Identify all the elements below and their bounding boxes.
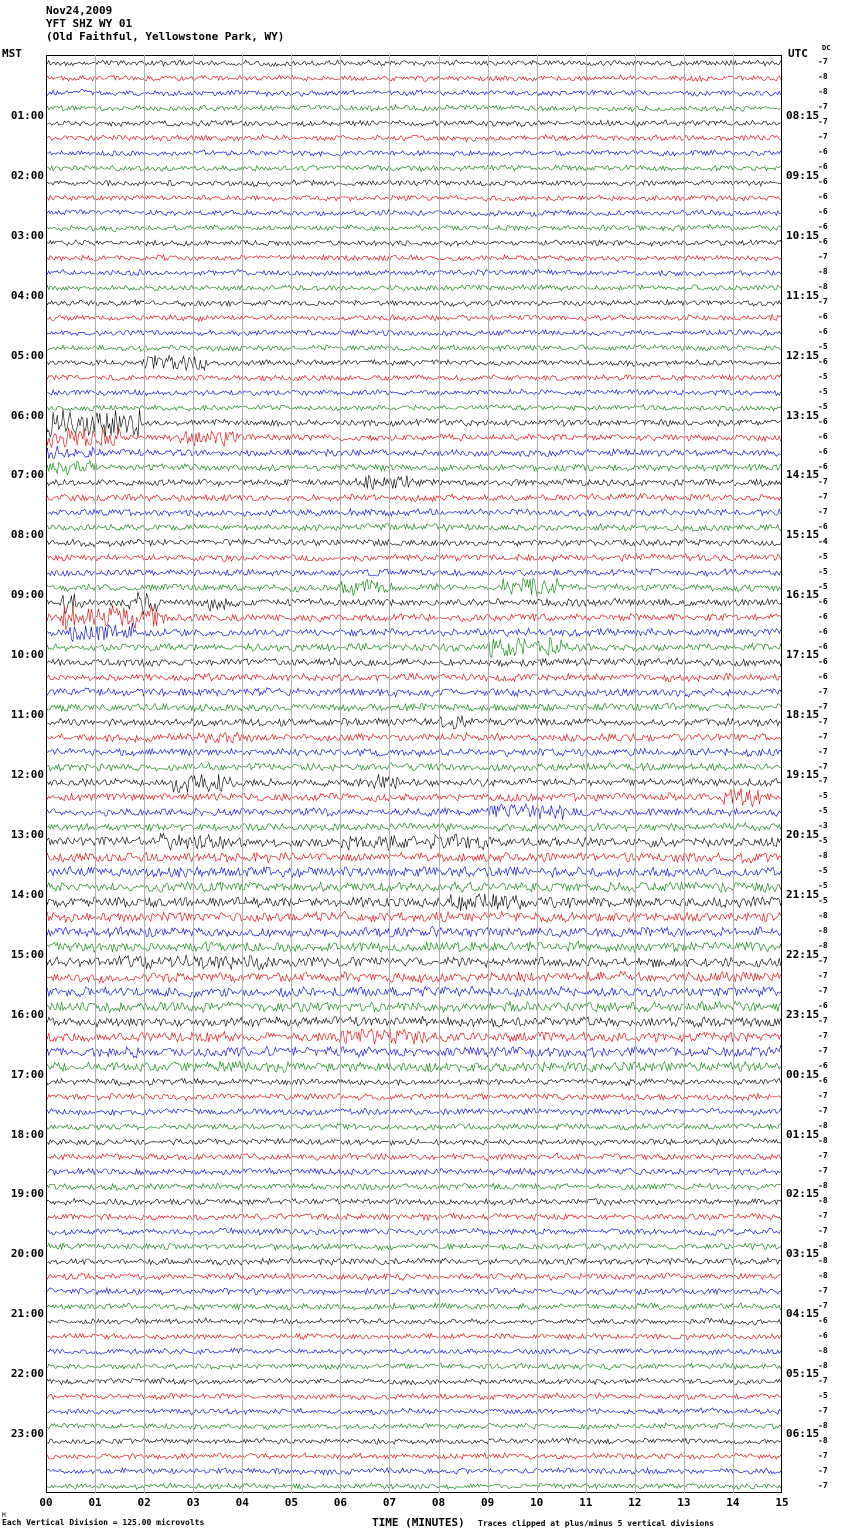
dc-value-7: -6 <box>818 162 828 172</box>
dc-value-40: -6 <box>818 656 828 666</box>
x-tick-14: 14 <box>726 1496 740 1509</box>
dc-value-3: -7 <box>818 102 828 112</box>
x-tick-10: 10 <box>530 1496 544 1509</box>
utc-hour-label-08:15: 08:15 <box>786 108 820 122</box>
utc-hour-label-09:15: 09:15 <box>786 168 820 182</box>
x-tick-05: 05 <box>284 1496 298 1509</box>
dc-value-22: -5 <box>818 387 828 397</box>
mst-hour-label-08:00: 08:00 <box>10 528 44 542</box>
x-tick-06: 06 <box>333 1496 348 1509</box>
dc-value-70: -7 <box>818 1106 828 1116</box>
header-block <box>46 4 284 43</box>
x-tick-08: 08 <box>431 1496 446 1509</box>
mst-hour-label-02:00: 02:00 <box>10 168 44 182</box>
gridline-minute-1 <box>95 55 96 1493</box>
plot-frame <box>46 55 782 1493</box>
dc-value-65: -7 <box>818 1031 828 1041</box>
utc-hour-label-00:15: 00:15 <box>786 1067 820 1081</box>
dc-value-41: -6 <box>818 671 828 681</box>
dc-value-80: -8 <box>818 1255 828 1265</box>
dc-value-59: -8 <box>818 941 828 951</box>
dc-value-5: -7 <box>818 132 828 142</box>
dc-value-64: -7 <box>818 1016 828 1026</box>
utc-hour-label-18:15: 18:15 <box>786 708 820 722</box>
dc-value-37: -6 <box>818 611 828 621</box>
dc-value-58: -8 <box>818 926 828 936</box>
mst-hour-label-15:00: 15:00 <box>10 947 44 961</box>
dc-value-25: -6 <box>818 431 828 441</box>
mst-hour-label-10:00: 10:00 <box>10 648 44 662</box>
dc-value-55: -5 <box>818 881 828 891</box>
dc-value-11: -6 <box>818 222 828 232</box>
dc-value-31: -6 <box>818 521 828 531</box>
dc-value-2: -8 <box>818 87 828 97</box>
dc-value-88: -7 <box>818 1375 828 1385</box>
x-tick-07: 07 <box>382 1496 397 1509</box>
dc-value-35: -5 <box>818 581 828 591</box>
dc-value-68: -6 <box>818 1076 828 1086</box>
utc-hour-label-15:15: 15:15 <box>786 528 820 542</box>
dc-value-79: -8 <box>818 1240 828 1250</box>
dc-value-38: -6 <box>818 626 828 636</box>
footer-scale-note: Each Vertical Division = 125.00 microvolts <box>2 1518 205 1527</box>
dc-value-32: -4 <box>818 536 828 546</box>
mst-hour-label-09:00: 09:00 <box>10 588 44 602</box>
gridline-minute-13 <box>684 55 685 1493</box>
mst-hour-label-01:00: 01:00 <box>10 108 44 122</box>
mst-hour-label-03:00: 03:00 <box>10 228 44 242</box>
dc-value-9: -6 <box>818 192 828 202</box>
dc-value-78: -7 <box>818 1225 828 1235</box>
dc-value-50: -5 <box>818 806 828 816</box>
dc-value-30: -7 <box>818 506 828 516</box>
dc-value-8: -6 <box>818 177 828 187</box>
utc-hour-label-16:15: 16:15 <box>786 588 820 602</box>
dc-value-45: -7 <box>818 731 828 741</box>
dc-value-90: -7 <box>818 1405 828 1415</box>
x-tick-02: 02 <box>137 1496 151 1509</box>
x-tick-03: 03 <box>186 1496 200 1509</box>
gridline-minute-10 <box>537 55 538 1493</box>
gridline-minute-8 <box>439 55 440 1493</box>
gridline-minute-6 <box>340 55 341 1493</box>
footer-clip-note: Traces clipped at plus/minus 5 vertical divisions <box>478 1519 715 1528</box>
gridline-minute-14 <box>733 55 734 1493</box>
dc-value-89: -5 <box>818 1390 828 1400</box>
dc-value-91: -8 <box>818 1420 828 1430</box>
dc-value-12: -6 <box>818 237 828 247</box>
x-axis-ticks <box>39 1496 789 1510</box>
dc-value-6: -6 <box>818 147 828 157</box>
utc-hour-label-21:15: 21:15 <box>786 887 820 901</box>
utc-hour-label-10:15: 10:15 <box>786 228 820 242</box>
dc-value-23: -5 <box>818 402 828 411</box>
dc-value-16: -7 <box>818 297 828 307</box>
dc-value-34: -5 <box>818 566 828 576</box>
utc-hour-label-02:15: 02:15 <box>786 1187 820 1201</box>
dc-value-39: -6 <box>818 641 828 651</box>
utc-hour-label-04:15: 04:15 <box>786 1307 820 1321</box>
header-station: YFT SHZ WY 01 <box>46 17 133 30</box>
dc-value-42: -7 <box>818 686 828 696</box>
utc-hour-label-12:15: 12:15 <box>786 348 820 362</box>
utc-hour-label-23:15: 23:15 <box>786 1007 820 1021</box>
dc-value-21: -5 <box>818 372 828 382</box>
gridline-minute-3 <box>193 55 194 1493</box>
dc-value-67: -6 <box>818 1061 828 1071</box>
gridline-minute-12 <box>635 55 636 1493</box>
mst-hour-label-19:00: 19:00 <box>10 1187 44 1201</box>
dc-value-86: -8 <box>818 1345 828 1355</box>
dc-value-27: -6 <box>818 461 828 471</box>
dc-value-28: -7 <box>818 476 828 486</box>
axis-label-utc: UTC <box>788 47 808 60</box>
dc-value-0: -7 <box>818 57 828 67</box>
dc-value-4: -7 <box>818 117 828 127</box>
mst-hour-label-20:00: 20:00 <box>10 1247 44 1261</box>
x-tick-04: 04 <box>235 1496 249 1509</box>
dc-value-92: -8 <box>818 1435 828 1445</box>
dc-value-48: -7 <box>818 776 828 786</box>
footer-left-prefix: M <box>2 1512 6 1519</box>
dc-value-44: -7 <box>818 716 828 726</box>
gridline-minute-9 <box>488 55 489 1493</box>
gridline-minute-4 <box>242 55 243 1493</box>
dc-value-49: -5 <box>818 791 828 801</box>
dc-value-57: -8 <box>818 911 828 921</box>
dc-value-10: -6 <box>818 207 828 217</box>
dc-value-94: -7 <box>818 1465 828 1475</box>
gridline-minute-2 <box>144 55 145 1493</box>
dc-value-56: -5 <box>818 896 828 906</box>
gridline-minute-7 <box>389 55 390 1493</box>
x-tick-00: 00 <box>39 1496 53 1509</box>
dc-value-15: -8 <box>818 282 828 292</box>
dc-value-75: -8 <box>818 1180 828 1190</box>
axis-label-dc: DC <box>822 44 831 52</box>
dc-value-26: -6 <box>818 446 828 456</box>
dc-value-60: -7 <box>818 956 828 966</box>
x-tick-15: 15 <box>775 1496 789 1509</box>
mst-hour-label-12:00: 12:00 <box>10 768 44 781</box>
dc-value-47: -7 <box>818 761 828 771</box>
utc-hour-label-11:15: 11:15 <box>786 288 820 302</box>
dc-value-19: -5 <box>818 342 828 352</box>
dc-value-93: -7 <box>818 1450 828 1460</box>
gridline-minute-5 <box>291 55 292 1493</box>
x-tick-13: 13 <box>677 1496 691 1509</box>
dc-value-84: -6 <box>818 1315 828 1325</box>
dc-value-95: -7 <box>818 1480 828 1490</box>
dc-value-81: -8 <box>818 1270 828 1280</box>
x-tick-09: 09 <box>480 1496 495 1509</box>
mst-hour-label-18:00: 18:00 <box>10 1127 44 1141</box>
mst-hour-label-05:00: 05:00 <box>10 348 44 362</box>
mst-hour-label-13:00: 13:00 <box>10 827 44 841</box>
gridline-minute-11 <box>586 55 587 1493</box>
dc-value-52: -5 <box>818 836 828 846</box>
dc-value-71: -8 <box>818 1121 828 1130</box>
mst-hour-label-11:00: 11:00 <box>10 708 44 722</box>
x-tick-11: 11 <box>579 1496 593 1509</box>
dc-value-63: -6 <box>818 1001 828 1011</box>
dc-value-87: -8 <box>818 1360 828 1370</box>
dc-value-83: -7 <box>818 1300 828 1310</box>
utc-hour-label-13:15: 13:15 <box>786 408 820 422</box>
axis-label-mst: MST <box>2 47 22 60</box>
dc-value-54: -5 <box>818 866 828 876</box>
dc-value-29: -7 <box>818 491 828 501</box>
dc-value-13: -7 <box>818 252 828 262</box>
mst-hour-label-06:00: 06:00 <box>10 408 44 422</box>
dc-value-36: -6 <box>818 596 828 606</box>
header-date: Nov24,2009 <box>46 4 113 17</box>
x-tick-12: 12 <box>628 1496 642 1509</box>
header-location: (Old Faithful, Yellowstone Park, WY) <box>46 30 285 43</box>
dc-value-33: -5 <box>818 551 828 561</box>
utc-hour-label-05:15: 05:15 <box>786 1367 820 1381</box>
dc-value-17: -6 <box>818 312 828 322</box>
mst-hour-label-16:00: 16:00 <box>10 1007 44 1021</box>
dc-value-82: -7 <box>818 1285 828 1295</box>
dc-value-74: -7 <box>818 1165 828 1175</box>
x-axis-title: TIME (MINUTES) <box>372 1516 465 1529</box>
dc-value-1: -8 <box>818 72 828 82</box>
mst-hour-label-14:00: 14:00 <box>10 887 44 901</box>
dc-value-18: -6 <box>818 327 828 337</box>
mst-hour-label-17:00: 17:00 <box>10 1067 44 1081</box>
mst-hour-label-21:00: 21:00 <box>10 1307 44 1321</box>
utc-hour-label-22:15: 22:15 <box>786 947 820 961</box>
dc-value-24: -6 <box>818 416 828 426</box>
dc-value-46: -7 <box>818 746 828 756</box>
dc-value-76: -8 <box>818 1195 828 1205</box>
dc-value-77: -7 <box>818 1210 828 1220</box>
utc-hour-label-17:15: 17:15 <box>786 648 820 662</box>
mst-hour-label-22:00: 22:00 <box>10 1367 44 1381</box>
dc-value-69: -7 <box>818 1091 828 1101</box>
mst-hour-label-04:00: 04:00 <box>10 288 44 302</box>
dc-value-72: -8 <box>818 1135 828 1145</box>
dc-value-85: -6 <box>818 1330 828 1340</box>
dc-value-73: -7 <box>818 1150 828 1160</box>
utc-hour-label-01:15: 01:15 <box>786 1127 820 1141</box>
utc-hour-label-06:15: 06:15 <box>786 1427 820 1441</box>
mst-hour-label-07:00: 07:00 <box>10 468 44 482</box>
dc-value-20: -6 <box>818 357 828 367</box>
dc-value-53: -8 <box>818 851 828 861</box>
dc-value-43: -7 <box>818 701 828 711</box>
mst-hour-label-23:00: 23:00 <box>10 1427 44 1441</box>
dc-value-62: -7 <box>818 986 828 996</box>
dc-value-66: -7 <box>818 1046 828 1056</box>
utc-hour-label-19:15: 19:15 <box>786 768 820 781</box>
utc-hour-label-20:15: 20:15 <box>786 827 820 841</box>
utc-hour-label-14:15: 14:15 <box>786 468 820 482</box>
dc-value-61: -7 <box>818 971 828 981</box>
x-tick-01: 01 <box>88 1496 102 1509</box>
dc-value-51: -3 <box>818 821 828 831</box>
utc-hour-label-03:15: 03:15 <box>786 1247 820 1261</box>
seismogram-plot <box>46 55 782 1493</box>
dc-value-14: -8 <box>818 267 828 277</box>
